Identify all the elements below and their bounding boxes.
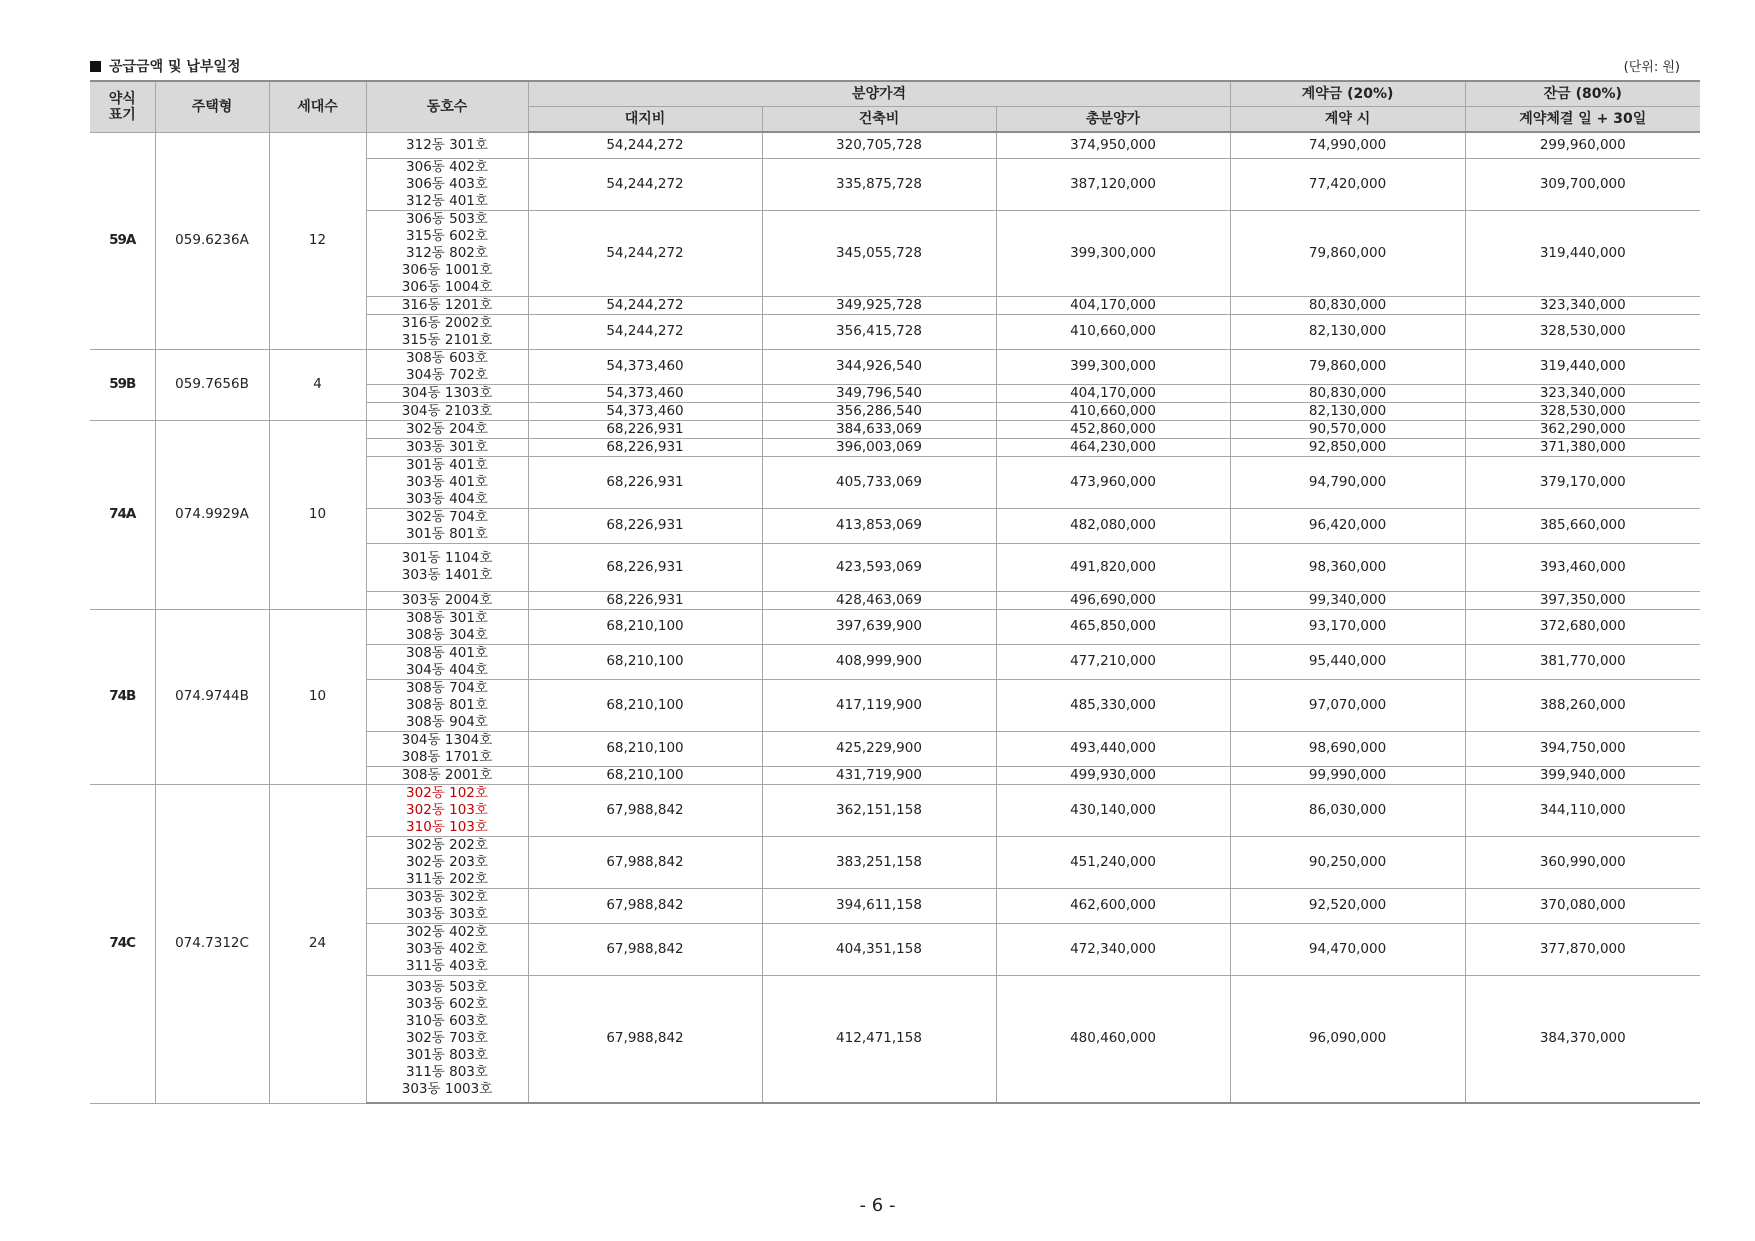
- cell-balance: 397,350,000: [1465, 591, 1700, 609]
- cell-land: 68,210,100: [528, 731, 762, 766]
- cell-building: 344,926,540: [762, 349, 996, 384]
- cell-balance: 384,370,000: [1465, 975, 1700, 1103]
- cell-total: 473,960,000: [996, 456, 1230, 508]
- room-line: 303동 602호: [406, 996, 488, 1013]
- room-line: 304동 1304호: [401, 731, 493, 748]
- cell-total: 491,820,000: [996, 543, 1230, 591]
- cell-deposit: 96,090,000: [1230, 975, 1465, 1103]
- cell-total: 430,140,000: [996, 784, 1230, 836]
- room-line: 308동 704호: [406, 679, 488, 696]
- cell-total: 462,600,000: [996, 888, 1230, 923]
- room-line: 306동 402호: [406, 158, 488, 175]
- group-households: 10: [269, 420, 366, 609]
- room-line: 303동 2004호: [401, 591, 493, 608]
- header-building: 건축비: [762, 107, 996, 133]
- cell-balance: 362,290,000: [1465, 420, 1700, 438]
- cell-building: 431,719,900: [762, 766, 996, 784]
- room-list: [366, 508, 528, 543]
- header-price: 분양가격: [528, 81, 1230, 107]
- cell-building: 320,705,728: [762, 132, 996, 158]
- cell-total: 477,210,000: [996, 644, 1230, 679]
- cell-balance: 328,530,000: [1465, 314, 1700, 349]
- table-row: [90, 609, 1700, 644]
- cell-land: 68,210,100: [528, 766, 762, 784]
- room-line: 308동 801호: [406, 696, 488, 713]
- cell-land: 54,373,460: [528, 402, 762, 420]
- cell-balance: 393,460,000: [1465, 543, 1700, 591]
- cell-deposit: 99,340,000: [1230, 591, 1465, 609]
- room-line: 308동 401호: [406, 644, 488, 661]
- room-line: 303동 301호: [406, 438, 488, 455]
- title-row: [90, 56, 1680, 78]
- cell-balance: 309,700,000: [1465, 158, 1700, 210]
- header-total: 총분양가: [996, 107, 1230, 133]
- cell-balance: 388,260,000: [1465, 679, 1700, 731]
- cell-land: 67,988,842: [528, 888, 762, 923]
- table-row: [90, 132, 1700, 158]
- room-line: 302동 704호: [406, 508, 488, 525]
- cell-building: 408,999,900: [762, 644, 996, 679]
- cell-land: 67,988,842: [528, 836, 762, 888]
- room-line: 316동 1201호: [401, 296, 493, 313]
- room-line: 312동 401호: [406, 192, 488, 209]
- header-abbr: 약식 표기: [90, 81, 155, 132]
- cell-deposit: 82,130,000: [1230, 402, 1465, 420]
- cell-balance: 319,440,000: [1465, 210, 1700, 296]
- room-line: 303동 302호: [406, 888, 488, 905]
- room-line: 301동 801호: [406, 525, 488, 542]
- cell-total: 410,660,000: [996, 314, 1230, 349]
- cell-deposit: 80,830,000: [1230, 296, 1465, 314]
- cell-balance: 344,110,000: [1465, 784, 1700, 836]
- cell-deposit: 94,470,000: [1230, 923, 1465, 975]
- cell-land: 67,988,842: [528, 923, 762, 975]
- cell-building: 362,151,158: [762, 784, 996, 836]
- group-households: 24: [269, 784, 366, 1103]
- cell-building: 412,471,158: [762, 975, 996, 1103]
- room-list: [366, 402, 528, 420]
- group-households: 4: [269, 349, 366, 420]
- room-list: [366, 836, 528, 888]
- cell-total: 496,690,000: [996, 591, 1230, 609]
- room-list: [366, 679, 528, 731]
- cell-building: 417,119,900: [762, 679, 996, 731]
- cell-deposit: 74,990,000: [1230, 132, 1465, 158]
- cell-deposit: 92,850,000: [1230, 438, 1465, 456]
- cell-total: 451,240,000: [996, 836, 1230, 888]
- cell-deposit: 90,570,000: [1230, 420, 1465, 438]
- cell-total: 464,230,000: [996, 438, 1230, 456]
- header-deposit-sub: 계약 시: [1230, 107, 1465, 133]
- group-type: 074.7312C: [155, 784, 269, 1103]
- cell-land: 68,210,100: [528, 679, 762, 731]
- room-line: 310동 103호: [406, 818, 488, 835]
- cell-total: 485,330,000: [996, 679, 1230, 731]
- cell-total: 452,860,000: [996, 420, 1230, 438]
- square-bullet-icon: [90, 61, 101, 72]
- room-list: [366, 438, 528, 456]
- header-balance: 잔금 (80%): [1465, 81, 1700, 107]
- cell-deposit: 77,420,000: [1230, 158, 1465, 210]
- header-deposit: 계약금 (20%): [1230, 81, 1465, 107]
- cell-balance: 372,680,000: [1465, 609, 1700, 644]
- cell-deposit: 80,830,000: [1230, 384, 1465, 402]
- cell-land: 68,226,931: [528, 438, 762, 456]
- price-schedule-table: [90, 80, 1700, 1104]
- room-line: 302동 103호: [406, 801, 488, 818]
- cell-deposit: 98,690,000: [1230, 731, 1465, 766]
- group-type: 074.9744B: [155, 609, 269, 784]
- group-type: 059.7656B: [155, 349, 269, 420]
- cell-balance: 377,870,000: [1465, 923, 1700, 975]
- page-number: - 6 -: [859, 1195, 896, 1216]
- cell-balance: 323,340,000: [1465, 296, 1700, 314]
- cell-deposit: 86,030,000: [1230, 784, 1465, 836]
- unit-label: (단위: 원): [1623, 60, 1680, 75]
- room-line: 308동 904호: [406, 713, 488, 730]
- room-list: [366, 784, 528, 836]
- cell-building: 349,796,540: [762, 384, 996, 402]
- cell-land: 54,244,272: [528, 132, 762, 158]
- group-abbr: 74C: [90, 784, 155, 1103]
- cell-total: 404,170,000: [996, 296, 1230, 314]
- cell-deposit: 96,420,000: [1230, 508, 1465, 543]
- room-line: 302동 402호: [406, 923, 488, 940]
- cell-land: 68,210,100: [528, 609, 762, 644]
- table-row: [90, 420, 1700, 438]
- cell-total: 404,170,000: [996, 384, 1230, 402]
- group-abbr: 74A: [90, 420, 155, 609]
- cell-deposit: 98,360,000: [1230, 543, 1465, 591]
- cell-land: 54,373,460: [528, 349, 762, 384]
- cell-deposit: 90,250,000: [1230, 836, 1465, 888]
- room-line: 301동 401호: [406, 456, 488, 473]
- header-type: 주택형: [155, 81, 269, 132]
- table-body: [90, 132, 1700, 1103]
- room-line: 311동 403호: [406, 957, 488, 974]
- cell-building: 428,463,069: [762, 591, 996, 609]
- room-line: 315동 2101호: [401, 331, 493, 348]
- cell-total: 499,930,000: [996, 766, 1230, 784]
- cell-balance: 360,990,000: [1465, 836, 1700, 888]
- cell-land: 68,210,100: [528, 644, 762, 679]
- cell-building: 425,229,900: [762, 731, 996, 766]
- cell-total: 482,080,000: [996, 508, 1230, 543]
- group-type: 059.6236A: [155, 132, 269, 349]
- cell-balance: 319,440,000: [1465, 349, 1700, 384]
- room-line: 302동 204호: [406, 420, 488, 437]
- room-list: [366, 349, 528, 384]
- cell-land: 54,244,272: [528, 158, 762, 210]
- cell-deposit: 97,070,000: [1230, 679, 1465, 731]
- cell-deposit: 92,520,000: [1230, 888, 1465, 923]
- room-line: 308동 603호: [406, 349, 488, 366]
- cell-total: 472,340,000: [996, 923, 1230, 975]
- group-abbr: 59A: [90, 132, 155, 349]
- group-abbr: 74B: [90, 609, 155, 784]
- cell-deposit: 94,790,000: [1230, 456, 1465, 508]
- cell-building: 397,639,900: [762, 609, 996, 644]
- cell-building: 383,251,158: [762, 836, 996, 888]
- room-line: 310동 603호: [406, 1013, 488, 1030]
- room-line: 303동 401호: [406, 473, 488, 490]
- cell-land: 68,226,931: [528, 420, 762, 438]
- room-list: [366, 923, 528, 975]
- cell-land: 67,988,842: [528, 784, 762, 836]
- cell-balance: 381,770,000: [1465, 644, 1700, 679]
- room-line: 304동 404호: [406, 661, 488, 678]
- cell-land: 54,244,272: [528, 210, 762, 296]
- cell-land: 54,244,272: [528, 314, 762, 349]
- cell-balance: 328,530,000: [1465, 402, 1700, 420]
- room-line: 308동 2001호: [401, 766, 493, 783]
- section-title-text: 공급금액 및 납부일정: [109, 59, 241, 75]
- cell-building: 356,415,728: [762, 314, 996, 349]
- header-balance-sub: 계약체결 일 + 30일: [1465, 107, 1700, 133]
- room-line: 303동 1003호: [401, 1081, 493, 1098]
- room-list: [366, 456, 528, 508]
- group-abbr: 59B: [90, 349, 155, 420]
- cell-deposit: 79,860,000: [1230, 210, 1465, 296]
- room-line: 316동 2002호: [401, 314, 493, 331]
- cell-building: 405,733,069: [762, 456, 996, 508]
- room-line: 301동 1104호: [401, 550, 493, 566]
- room-line: 306동 403호: [406, 175, 488, 192]
- header-land: 대지비: [528, 107, 762, 133]
- cell-total: 480,460,000: [996, 975, 1230, 1103]
- cell-building: 345,055,728: [762, 210, 996, 296]
- room-list: [366, 644, 528, 679]
- cell-building: 404,351,158: [762, 923, 996, 975]
- cell-building: 396,003,069: [762, 438, 996, 456]
- room-list: [366, 609, 528, 644]
- room-list: [366, 384, 528, 402]
- cell-balance: 394,750,000: [1465, 731, 1700, 766]
- section-title: [90, 56, 240, 76]
- room-line: 302동 703호: [406, 1030, 488, 1047]
- room-line: 302동 102호: [406, 784, 488, 801]
- room-line: 306동 1004호: [401, 278, 493, 295]
- cell-land: 54,244,272: [528, 296, 762, 314]
- cell-deposit: 95,440,000: [1230, 644, 1465, 679]
- group-households: 10: [269, 609, 366, 784]
- room-list: [366, 975, 528, 1103]
- room-list: [366, 158, 528, 210]
- room-list: [366, 132, 528, 158]
- room-line: 312동 301호: [406, 136, 488, 153]
- table-header: [90, 81, 1700, 132]
- room-list: [366, 296, 528, 314]
- cell-building: 356,286,540: [762, 402, 996, 420]
- room-line: 315동 602호: [406, 227, 488, 244]
- table-row: [90, 349, 1700, 384]
- room-list: [366, 543, 528, 591]
- room-list: [366, 888, 528, 923]
- room-line: 304동 1303호: [401, 384, 493, 401]
- room-line: 302동 202호: [406, 836, 488, 853]
- room-line: 303동 503호: [406, 979, 488, 996]
- room-line: 301동 803호: [406, 1047, 488, 1064]
- cell-total: 465,850,000: [996, 609, 1230, 644]
- header-households: 세대수: [269, 81, 366, 132]
- cell-building: 349,925,728: [762, 296, 996, 314]
- cell-deposit: 93,170,000: [1230, 609, 1465, 644]
- cell-building: 413,853,069: [762, 508, 996, 543]
- room-line: 303동 404호: [406, 490, 488, 507]
- header-rooms: 동호수: [366, 81, 528, 132]
- cell-building: 394,611,158: [762, 888, 996, 923]
- cell-land: 67,988,842: [528, 975, 762, 1103]
- room-line: 304동 702호: [406, 366, 488, 383]
- cell-land: 68,226,931: [528, 456, 762, 508]
- cell-land: 68,226,931: [528, 508, 762, 543]
- room-line: 303동 303호: [406, 905, 488, 922]
- room-list: [366, 766, 528, 784]
- cell-deposit: 82,130,000: [1230, 314, 1465, 349]
- cell-total: 399,300,000: [996, 210, 1230, 296]
- cell-deposit: 99,990,000: [1230, 766, 1465, 784]
- cell-total: 387,120,000: [996, 158, 1230, 210]
- room-line: 311동 803호: [406, 1064, 488, 1081]
- cell-balance: 323,340,000: [1465, 384, 1700, 402]
- room-line: 311동 202호: [406, 870, 488, 887]
- cell-building: 335,875,728: [762, 158, 996, 210]
- cell-building: 384,633,069: [762, 420, 996, 438]
- room-list: [366, 591, 528, 609]
- cell-land: 68,226,931: [528, 543, 762, 591]
- cell-total: 493,440,000: [996, 731, 1230, 766]
- group-type: 074.9929A: [155, 420, 269, 609]
- cell-total: 410,660,000: [996, 402, 1230, 420]
- room-line: 303동 1401호: [401, 567, 493, 583]
- room-line: 304동 2103호: [401, 402, 493, 419]
- room-line: 312동 802호: [406, 244, 488, 261]
- cell-deposit: 79,860,000: [1230, 349, 1465, 384]
- room-list: [366, 314, 528, 349]
- room-line: 306동 503호: [406, 210, 488, 227]
- room-line: 306동 1001호: [401, 261, 493, 278]
- cell-total: 374,950,000: [996, 132, 1230, 158]
- cell-total: 399,300,000: [996, 349, 1230, 384]
- cell-balance: 370,080,000: [1465, 888, 1700, 923]
- room-line: 303동 402호: [406, 940, 488, 957]
- room-line: 308동 304호: [406, 626, 488, 643]
- room-list: [366, 210, 528, 296]
- cell-land: 54,373,460: [528, 384, 762, 402]
- room-line: 308동 301호: [406, 609, 488, 626]
- cell-balance: 371,380,000: [1465, 438, 1700, 456]
- room-line: 302동 203호: [406, 853, 488, 870]
- cell-balance: 385,660,000: [1465, 508, 1700, 543]
- group-households: 12: [269, 132, 366, 349]
- cell-building: 423,593,069: [762, 543, 996, 591]
- cell-balance: 299,960,000: [1465, 132, 1700, 158]
- cell-land: 68,226,931: [528, 591, 762, 609]
- cell-balance: 399,940,000: [1465, 766, 1700, 784]
- room-line: 308동 1701호: [401, 748, 493, 765]
- table-row: [90, 784, 1700, 836]
- room-list: [366, 420, 528, 438]
- room-list: [366, 731, 528, 766]
- cell-balance: 379,170,000: [1465, 456, 1700, 508]
